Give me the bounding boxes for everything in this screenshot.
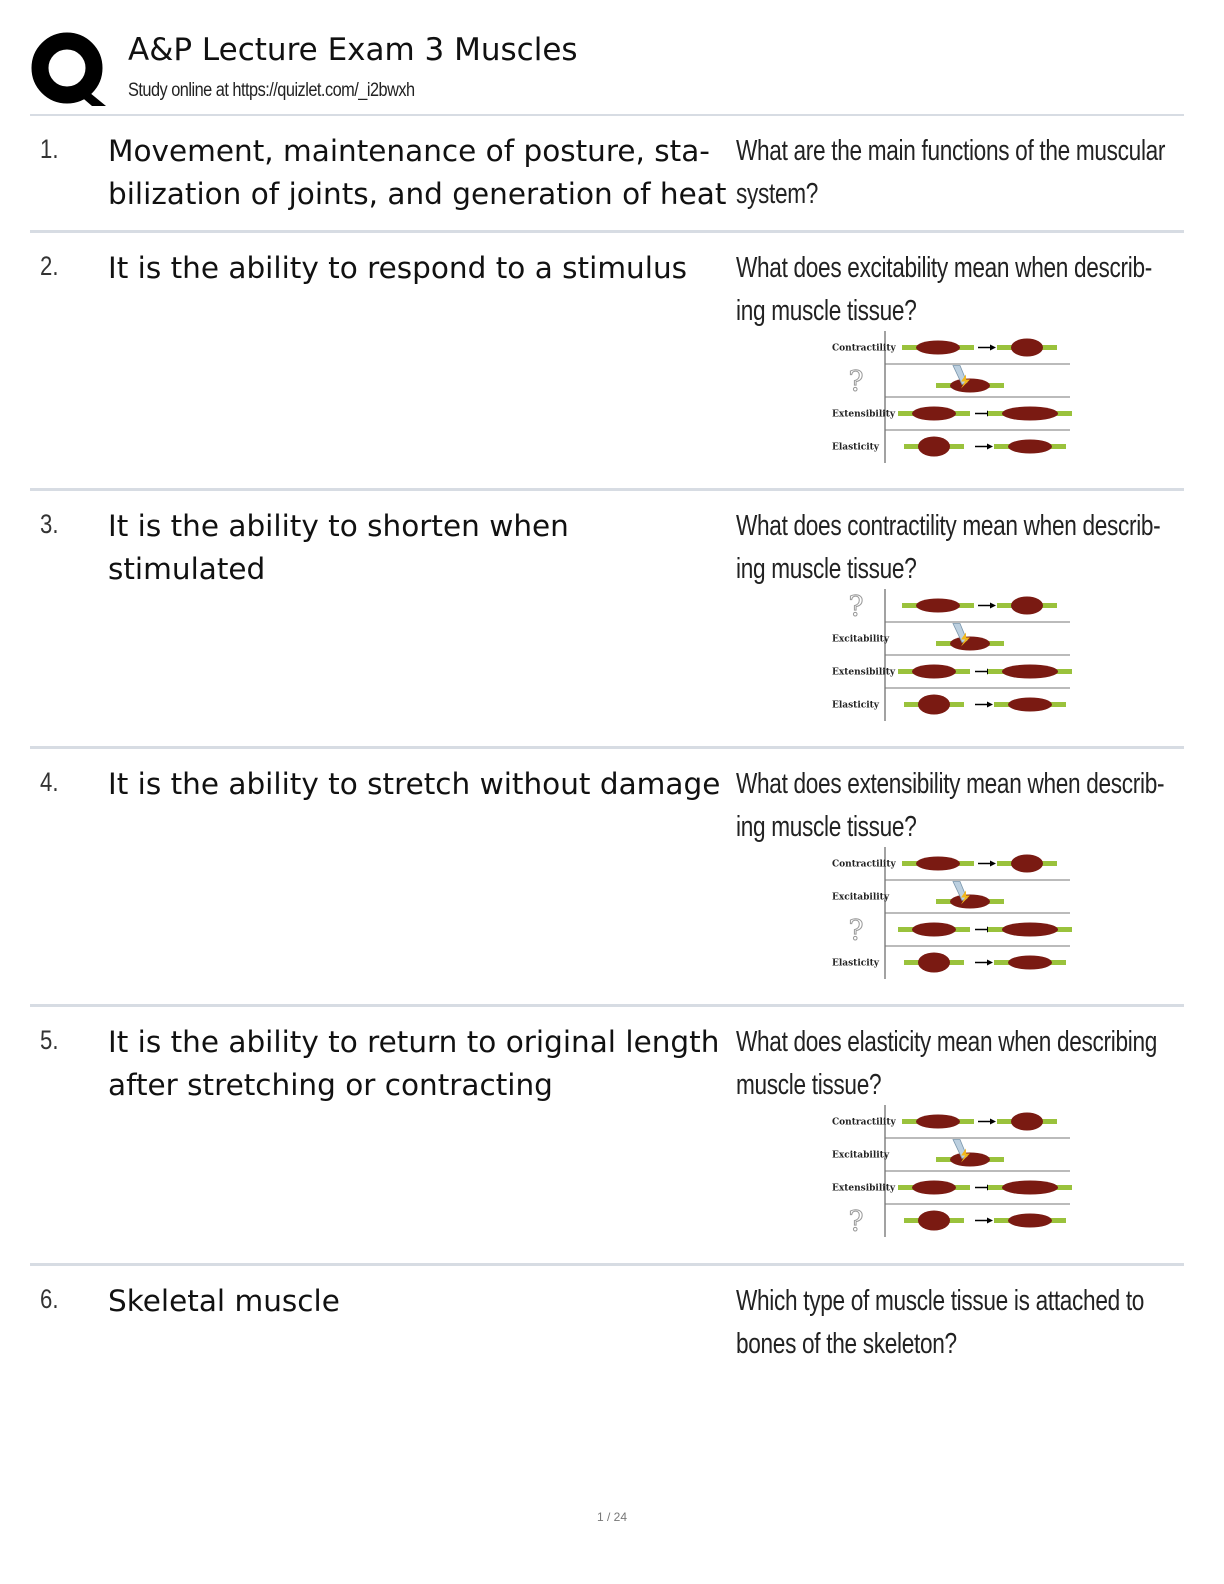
arrow-head xyxy=(987,960,993,966)
muscle-belly xyxy=(1011,855,1043,873)
muscle-belly xyxy=(1002,407,1058,421)
muscle-belly xyxy=(918,695,950,715)
question-mark-icon: ? xyxy=(848,589,864,623)
flashcard-5 xyxy=(30,1007,1184,1266)
diagram-label: Extensibility xyxy=(832,667,896,678)
diagram-label: Contractility xyxy=(832,1117,896,1128)
question-mark-icon: ? xyxy=(848,1204,864,1237)
page-header xyxy=(30,28,1184,116)
muscle-belly xyxy=(918,1211,950,1231)
diagram-row-extensibility xyxy=(832,1181,1072,1195)
diagram-row-contractility xyxy=(848,590,1057,623)
muscle-belly xyxy=(916,857,960,871)
quizlet-logo-icon xyxy=(30,30,110,110)
muscle-belly xyxy=(912,665,956,679)
muscle-properties-diagram xyxy=(830,847,1072,979)
diagram-label: Excitability xyxy=(832,892,890,903)
arrow-head xyxy=(990,1119,996,1125)
arrow-head xyxy=(990,345,996,351)
muscle-properties-diagram xyxy=(830,331,1072,463)
muscle-properties-diagram xyxy=(830,1105,1072,1237)
muscle-belly xyxy=(918,953,950,973)
card-number: 6. xyxy=(40,1284,59,1314)
muscle-properties-diagram xyxy=(830,589,1072,721)
diagram-row-extensibility xyxy=(832,407,1072,421)
diagram-label: Elasticity xyxy=(832,958,880,969)
muscle-belly xyxy=(1011,1113,1043,1131)
muscle-belly xyxy=(950,637,990,651)
card-term: Movement, maintenance of posture, sta-bilization of joints, and generation of heat xyxy=(108,134,727,211)
study-link[interactable]: Study online at https://quizlet.com/_i2bwxh xyxy=(128,80,415,101)
diagram-label: Contractility xyxy=(832,859,896,870)
muscle-belly xyxy=(950,895,990,909)
card-definition: What does elasticity mean when describing muscle tissue? xyxy=(736,1026,1157,1101)
diagram-label: Elasticity xyxy=(832,700,880,711)
muscle-belly xyxy=(950,1153,990,1167)
flashcard-3 xyxy=(30,491,1184,749)
flashcard-4 xyxy=(30,749,1184,1007)
muscle-belly xyxy=(1002,665,1058,679)
card-term: It is the ability to return to original length after stretching or contracting xyxy=(108,1025,720,1102)
diagram-label: Excitability xyxy=(832,634,890,645)
card-number: 3. xyxy=(40,509,59,539)
muscle-belly xyxy=(912,407,956,421)
diagram-row-excitability xyxy=(848,365,1004,398)
muscle-belly xyxy=(1008,956,1052,970)
arrow-head xyxy=(987,444,993,450)
card-term: Skeletal muscle xyxy=(108,1284,340,1318)
card-term: It is the ability to stretch without damage xyxy=(108,767,721,801)
card-number: 4. xyxy=(40,767,59,797)
arrow-head xyxy=(990,861,996,867)
diagram-row-contractility xyxy=(832,339,1057,357)
diagram-label: Contractility xyxy=(832,343,896,354)
card-definition: What are the main functions of the muscular system? xyxy=(736,135,1166,210)
card-term: It is the ability to respond to a stimulus xyxy=(108,251,688,285)
arrow-head xyxy=(987,1218,993,1224)
diagram-row-elasticity xyxy=(832,437,1066,457)
muscle-belly xyxy=(916,341,960,355)
diagram-row-excitability xyxy=(832,1140,1004,1167)
card-definition: What does extensibility mean when describ-ing muscle tissue? xyxy=(736,768,1165,843)
card-number: 1. xyxy=(40,134,59,164)
muscle-belly xyxy=(1008,440,1052,454)
muscle-belly xyxy=(950,379,990,393)
diagram-row-elasticity xyxy=(832,695,1066,715)
diagram-row-extensibility xyxy=(832,665,1072,679)
card-number: 5. xyxy=(40,1025,59,1055)
muscle-belly xyxy=(1008,1214,1052,1228)
diagram-row-excitability xyxy=(832,624,1004,651)
card-term: It is the ability to shorten when stimulated xyxy=(108,509,569,586)
muscle-belly xyxy=(912,923,956,937)
question-mark-icon: ? xyxy=(848,364,864,398)
arrow-head xyxy=(990,603,996,609)
flashcard-1 xyxy=(30,116,1184,233)
flashcard-2 xyxy=(30,233,1184,491)
muscle-belly xyxy=(1008,698,1052,712)
card-number: 2. xyxy=(40,251,59,281)
diagram-label: Excitability xyxy=(832,1150,890,1161)
page-title: A&P Lecture Exam 3 Muscles xyxy=(128,32,578,68)
diagram-label: Elasticity xyxy=(832,442,880,453)
muscle-belly xyxy=(1002,1181,1058,1195)
diagram-row-contractility xyxy=(832,1113,1057,1131)
card-definition: What does contractility mean when describ-ing muscle tissue? xyxy=(736,510,1161,585)
muscle-belly xyxy=(918,437,950,457)
diagram-row-extensibility xyxy=(848,914,1072,947)
diagram-label: Extensibility xyxy=(832,1183,896,1194)
muscle-belly xyxy=(916,599,960,613)
diagram-row-elasticity xyxy=(832,953,1066,973)
flashcard-6 xyxy=(30,1266,1184,1386)
muscle-belly xyxy=(916,1115,960,1129)
diagram-label: Extensibility xyxy=(832,409,896,420)
arrow-head xyxy=(987,702,993,708)
diagram-row-contractility xyxy=(832,855,1057,873)
diagram-row-elasticity xyxy=(848,1205,1066,1238)
muscle-belly xyxy=(1002,923,1058,937)
question-mark-icon: ? xyxy=(848,913,864,947)
diagram-row-excitability xyxy=(832,882,1004,909)
muscle-belly xyxy=(1011,339,1043,357)
page-number: 1 / 24 xyxy=(596,1510,628,1524)
muscle-belly xyxy=(912,1181,956,1195)
card-definition: What does excitability mean when describ-ing muscle tissue? xyxy=(736,252,1152,327)
card-definition: Which type of muscle tissue is attached to bones of the skeleton? xyxy=(736,1285,1145,1360)
muscle-belly xyxy=(1011,597,1043,615)
